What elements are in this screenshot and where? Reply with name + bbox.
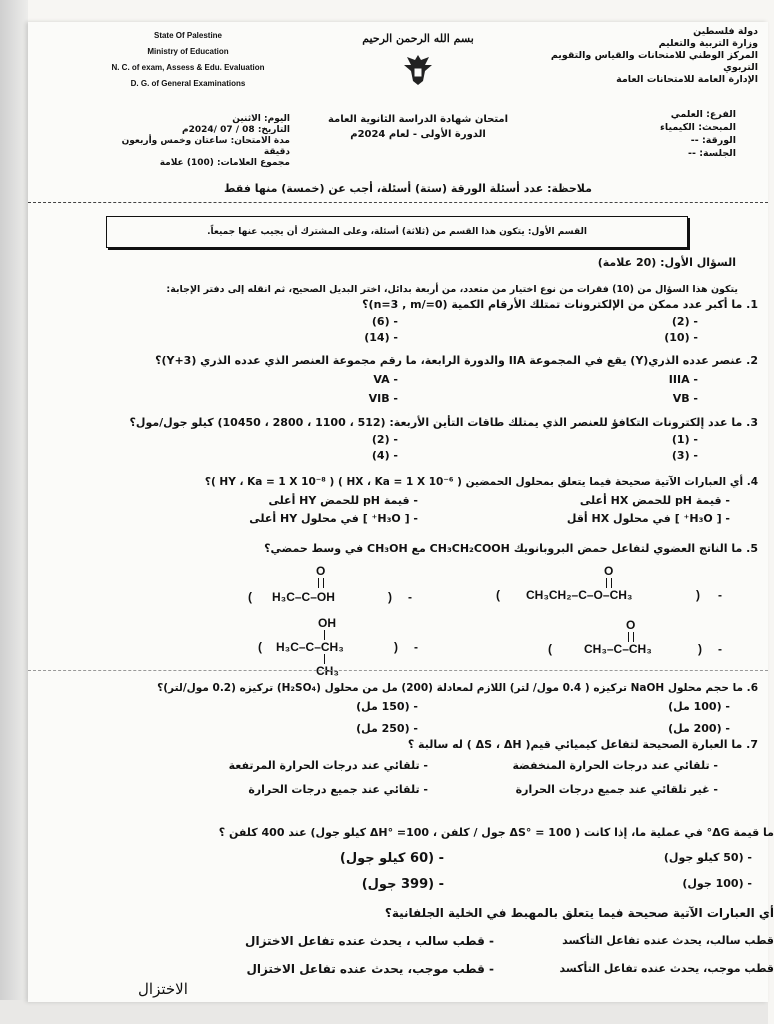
divider bbox=[28, 670, 768, 671]
mcq-option-c: - VB bbox=[672, 392, 698, 405]
mcq-option-b: - (6) bbox=[371, 315, 398, 328]
mcq-option-a: - (2) bbox=[671, 315, 698, 328]
exam-title: امتحان شهادة الدراسة الثانوية العامة bbox=[327, 114, 509, 125]
single-bond bbox=[324, 654, 325, 664]
mcq-option-c: - (200 مل) bbox=[668, 722, 730, 735]
mcq-option-a: - (100 مل) bbox=[668, 700, 730, 713]
mcq-stem: 1. ما أكبر عدد ممكن من الإلكترونات تمتلك الأرقام الكمية (n=3 , m/=0)؟ bbox=[362, 298, 758, 311]
header-arabic bbox=[528, 26, 758, 86]
single-bond bbox=[324, 630, 325, 640]
mcq-option-c: - [ H₃O⁺ ] في محلول HX أقل bbox=[566, 512, 730, 525]
mcq-stem: 6. ما حجم محلول NaOH تركيزه ( 0.4 مول/ لتر) اللازم لمعادلة (200) مل من محلول (H₂SO₄) تركيزه (0.2 مول/لتر)؟ bbox=[157, 682, 758, 694]
mcq-option-d: - (399 جول) bbox=[361, 877, 444, 892]
header-en-line: State Of Palestine bbox=[153, 31, 223, 40]
mcq-option-a: - تلقائي عند درجات الحرارة المنخفضة bbox=[512, 759, 718, 772]
header-english bbox=[68, 28, 308, 92]
page-bottom-shadow bbox=[0, 1000, 768, 1024]
exam-meta-left bbox=[110, 114, 290, 169]
double-bond bbox=[606, 578, 612, 588]
exam-subject: المبحث: الكيمياء bbox=[660, 122, 736, 133]
header-en-line: D. G. of General Examinations bbox=[130, 79, 246, 88]
mcq-option-b: - VA bbox=[373, 373, 398, 386]
handwritten-note: الاختزال bbox=[138, 980, 188, 998]
mcq-option-a: - (1) bbox=[671, 433, 698, 446]
mcq-option-a: - قيمة pH للحمض HX أعلى bbox=[579, 494, 730, 507]
mcq-option-b: - (60 كيلو جول) bbox=[339, 851, 444, 866]
carbonyl-oxygen: O bbox=[316, 564, 326, 578]
mcq-item-5 bbox=[28, 542, 758, 555]
mcq-option-d: - [ H₃O⁺ ] في محلول HY أعلى bbox=[249, 512, 418, 525]
mcq-stem: 5. ما الناتج العضوي لتفاعل حمض البروبانويك CH₃CH₂COOH مع CH₃OH في وسط حمضي؟ bbox=[264, 542, 758, 555]
mcq-stem: 4. أي العبارات الآتية صحيحة فيما يتعلق بمحلول الحمضين ( HX ، Ka = 1 X 10⁻⁶ ) ( HY ، Ka = 1 X 10⁻⁸ )؟ bbox=[204, 476, 758, 488]
mcq-option-b: - قطب سالب ، يحدث عنده تفاعل الاختزال bbox=[245, 934, 494, 948]
header-ar-line: دولة فلسطين bbox=[693, 26, 758, 37]
methyl-group: CH₃ bbox=[316, 664, 339, 678]
divider bbox=[28, 202, 768, 203]
exam-branch: الفرع: العلمي bbox=[670, 109, 736, 120]
header-en-line: N. C. of exam, Assess & Edu. Evaluation bbox=[111, 63, 265, 72]
mcq-option-b: - تلقائي عند درجات الحرارة المرتفعة bbox=[228, 759, 428, 772]
mcq-item-1 bbox=[28, 298, 758, 347]
structure-formula: CH₃CH₂–C–O–CH₃ bbox=[526, 588, 633, 602]
structure-formula: H₃C–C–OH bbox=[272, 590, 335, 604]
mcq-option-a: قطب سالب، يحدث عنده تفاعل التأكسد bbox=[562, 934, 774, 947]
double-bond bbox=[318, 578, 324, 588]
mcq-option-c: - (3) bbox=[671, 449, 698, 462]
exam-note: ملاحظة: عدد أسئلة الورقة (ستة) أسئلة، أجب عن (خمسة) منها فقط bbox=[224, 182, 592, 195]
exam-meta-right bbox=[576, 108, 736, 160]
mcq-stem: أي العبارات الآتية صحيحة فيما يتعلق بالمهبط في الخلية الجلفانية؟ bbox=[384, 906, 774, 920]
header-ar-line: الإدارة العامة للامتحانات العامة bbox=[616, 74, 758, 85]
mcq-option-a: - (50 كيلو جول) bbox=[663, 851, 752, 864]
section-one-instructions: القسم الأول: يتكون هذا القسم من (ثلاثة) أسئلة، وعلى المشترك أن يجيب عنها جميعاً. bbox=[106, 216, 688, 248]
header-center bbox=[318, 32, 518, 141]
mcq-option-d: - VIB bbox=[368, 392, 398, 405]
mcq-stem: 3. ما عدد إلكترونات التكافؤ للعنصر الذي يمتلك طاقات التأين الأربعة: (512 ، 1100 ، 2800 ، 10450) كيلو جول/مول؟ bbox=[129, 416, 758, 429]
mcq-option-b: - (2) bbox=[371, 433, 398, 446]
exam-duration: مدة الامتحان: ساعتان وخمس وأربعون دقيقة bbox=[121, 136, 290, 157]
mcq-item-7 bbox=[28, 738, 758, 799]
page-edge-shadow bbox=[0, 0, 28, 1024]
mcq-item-2 bbox=[28, 354, 758, 408]
exam-session: الدورة الأولى - لعام 2024م bbox=[350, 129, 486, 140]
mcq-option-c: قطب موجب، يحدث عنده تفاعل التأكسد bbox=[559, 962, 774, 975]
header-ar-line: وزارة التربية والتعليم bbox=[658, 38, 758, 49]
exam-paper-number: الورقة: -- bbox=[690, 135, 736, 146]
carbonyl-oxygen: O bbox=[604, 564, 614, 578]
mcq-option-c: - (10) bbox=[664, 331, 698, 344]
header-ar-line: المركز الوطني للامتحانات والقياس والتقويم التربوي bbox=[550, 50, 758, 73]
structure-formula: CH₃–C–CH₃ bbox=[584, 642, 652, 656]
question-one-title: السؤال الأول: (20 علامة) bbox=[597, 256, 736, 269]
mcq-option-b: - (150 مل) bbox=[356, 700, 418, 713]
mcq-item-8 bbox=[44, 826, 774, 893]
double-bond bbox=[628, 632, 634, 642]
mcq-stem: ما قيمة ΔG° في عملية ما، إذا كانت ( ΔS° = 100 جول / كلفن ، ΔH° =100 كيلو جول) عند 400 كلفن ؟ bbox=[218, 826, 774, 839]
palestine-eagle-emblem bbox=[401, 51, 435, 89]
basmala: بسم الله الرحمن الرحيم bbox=[362, 32, 474, 45]
exam-sitting: الجلسة: -- bbox=[688, 148, 736, 159]
mcq-stem: 7. ما العبارة الصحيحة لتفاعل كيميائي قيم( ΔS ، ΔH ) له سالبة ؟ bbox=[407, 738, 758, 751]
exam-total-marks: مجموع العلامات: (100) علامة bbox=[159, 158, 290, 168]
exam-date: التاريخ: 08 / 07 /2024م bbox=[181, 125, 290, 135]
exam-day: اليوم: الاثنين bbox=[232, 114, 290, 124]
mcq-item-3 bbox=[28, 416, 758, 465]
mcq-option-b: - قيمة pH للحمض HY أعلى bbox=[268, 494, 418, 507]
mcq-item-4 bbox=[28, 476, 758, 528]
exam-paper: State Of Palestine Ministry of Education N. C. of exam, Assess & Edu. Evaluation D. G. of General Examinations بسم الله الرحمن الرحيم امتحان شهادة الدراسة الثانوية العامة الدورة الأولى - لعام 2024م دولة فلسطين وزارة التربية والتعليم المركز الوطني للامتحانات والقياس والتقويم التربوي الإدارة العامة للامتحانات العامة اليوم: الاثنين التاريخ: 08 / 07 /2024م مدة الامتحان: ساعتان وخمس وأربعون دقيقة مجموع العلامات: (100) علامة الفرع: العلمي المبحث: الكيمياء الورقة: -- الجلسة: -- ملاحظة: عدد أسئلة الورقة (ستة) أسئلة، أجب عن (خمسة) منها فقط القسم الأول: يتكون هذا القسم من (ثلاثة) أسئلة، وعلى المشترك أن يجيب عنها جميعاً. السؤال الأول: (20 علامة) يتكون هذا السؤال من (10) فقرات من نوع اختيار من متعدد، من أربعة بدائل، اختر البديل الصحيح، ثم انقله إلى دفتر الإجابة: 1. ما أكبر عدد ممكن من الإلكترونات تمتلك الأرقام الكمية (n=3 , m/=0)؟ - (2) - (6) - (10) - (14) 2. عنصر عدده الذري(Y) يقع في المجموعة IIA والدورة الرابعة، ما رقم مجموعة العنصر الذي عدده الذري (Y+3)؟ - IIIA - VA - VB - VIB 3. ما عدد إلكترونات التكافؤ للعنصر الذي يمتلك طاقات التأين الأربعة: (512 ، 1100 ، 2800 ، 10450) كيلو جول/مول؟ - (1) - (2) - (3) - (4) 4. أي العبارات الآتية صحيحة فيما يتعلق بمحلول الحمضين ( HX ، Ka = 1 X 10⁻⁶ ) ( HY ، Ka = 1 X 10⁻⁸ )؟ - قيمة pH للحمض HX أعلى - قيمة pH للحمض HY أعلى - [ H₃O⁺ ] في محلول HX أقل - [ H₃O⁺ ] في محلول HY أعلى 5. ما الناتج العضوي لتفاعل حمض البروبانويك CH₃CH₂COOH مع CH₃OH في وسط حمضي؟ O CH₃CH₂–C–O–CH₃ ( ) - O H₃C–C–OH ( ) - O CH₃–C–CH₃ ( ) - OH H₃C–C–CH₃ CH₃ ( ) - 6. ما حجم محلول NaOH تركيزه ( 0.4 مول/ لتر) اللازم لمعادلة (200) مل من محلول (H₂SO₄) تركيزه (0.2 مول/لتر)؟ - (100 مل) - (150 مل) - (200 مل) - (250 مل) 7. ما العبارة الصحيحة لتفاعل كيميائي قيم( ΔS ، ΔH ) له سالبة ؟ - تلقائي عند درجات الحرارة المنخفضة - تلقائي عند درجات الحرارة المرتفعة - غير تلقائي عند جميع درجات الحرارة - تلقائي عند جميع درجات الحرارة ما قيمة ΔG° في عملية ما، إذا كانت ( ΔS° = 100 جول / كلفن ، ΔH° =100 كيلو جول) عند 400 كلفن ؟ - (50 كيلو جول) - (60 كيلو جول) - (100 جول) - (399 جول) أي العبارات الآتية صحيحة فيما يتعلق بالمهبط في الخلية الجلفانية؟ قطب سالب، يحدث عنده تفاعل التأكسد - قطب سالب ، يحدث عنده تفاعل الاختزال قطب موجب، يحدث عنده تفاعل التأكسد - قطب موجب، يحدث عنده تفاعل الاختزال الاختزال bbox=[28, 22, 768, 1002]
carbonyl-oxygen: O bbox=[626, 618, 636, 632]
question-one-intro: يتكون هذا السؤال من (10) فقرات من نوع اختيار من متعدد، من أربعة بدائل، اختر البديل الصحيح، ثم انقله إلى دفتر الإجابة: bbox=[166, 284, 738, 295]
header-en-line: Ministry of Education bbox=[147, 47, 229, 56]
structure-formula: H₃C–C–CH₃ bbox=[276, 640, 344, 654]
mcq-option-a: - IIIA bbox=[668, 373, 698, 386]
hydroxyl-group: OH bbox=[318, 616, 336, 630]
mcq-option-d: - (14) bbox=[364, 331, 398, 344]
mcq-option-d: - تلقائي عند جميع درجات الحرارة bbox=[248, 783, 428, 796]
mcq-option-d: - (4) bbox=[371, 449, 398, 462]
mcq-item-6 bbox=[28, 682, 758, 738]
mcq-option-c: - (100 جول) bbox=[682, 877, 752, 890]
mcq-item-9 bbox=[44, 906, 774, 978]
mcq-stem: 2. عنصر عدده الذري(Y) يقع في المجموعة IIA والدورة الرابعة، ما رقم مجموعة العنصر الذي عدده الذري (Y+3)؟ bbox=[155, 354, 758, 367]
mcq-option-d: - (250 مل) bbox=[356, 722, 418, 735]
mcq-option-d: - قطب موجب، يحدث عنده تفاعل الاختزال bbox=[246, 962, 494, 976]
mcq-option-c: - غير تلقائي عند جميع درجات الحرارة bbox=[515, 783, 718, 796]
